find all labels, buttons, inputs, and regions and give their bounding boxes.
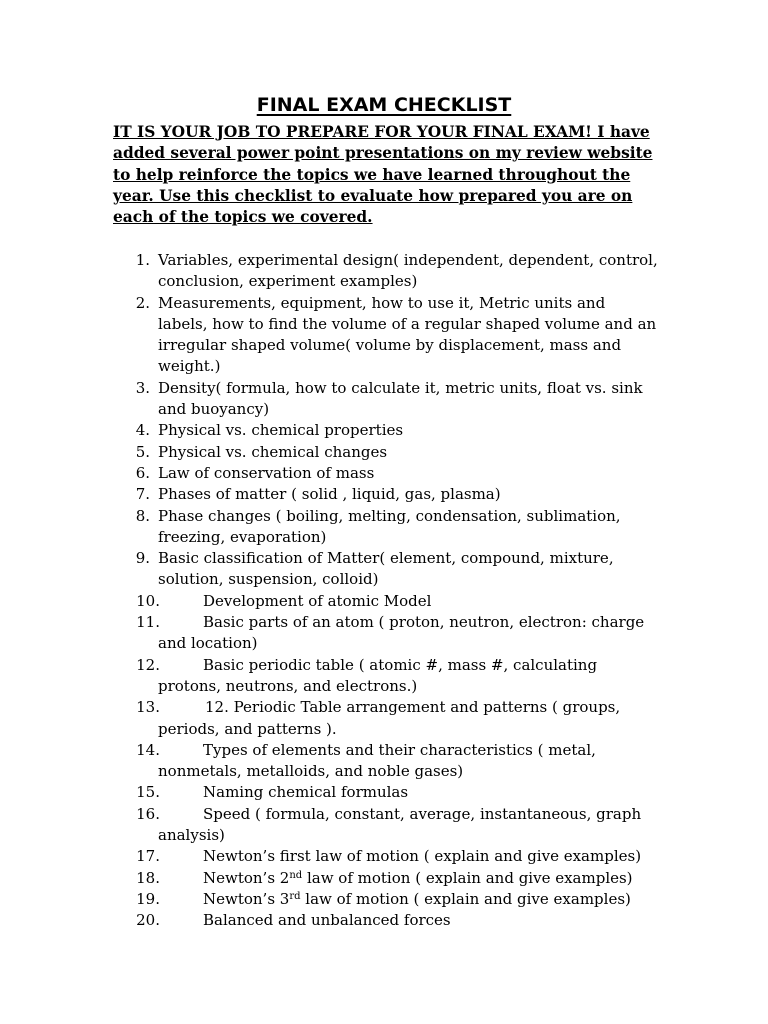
item-text: 12. Periodic Table arrangement and patterns ( groups, periods, and patterns ).	[158, 698, 621, 738]
item-number: 18.	[136, 868, 160, 887]
item-text: Speed ( formula, constant, average, instantaneous, graph analysis)	[158, 804, 642, 845]
item-number: 1.	[135, 251, 150, 269]
item-number: 3.	[135, 378, 150, 397]
checklist-item	[0, 697, 658, 740]
item-number: 13.	[136, 698, 160, 717]
item-text: Newton’s first law of motion ( explain and give examples)	[203, 847, 642, 866]
item-number: 8.	[135, 506, 150, 525]
item-number: 12.	[136, 655, 160, 674]
checklist-item	[0, 655, 658, 698]
item-text: Balanced and unbalanced forces	[203, 911, 451, 930]
checklist-item	[0, 804, 658, 847]
checklist-item	[0, 548, 658, 591]
item-text: Physical vs. chemical changes	[158, 442, 388, 461]
checklist-item	[0, 293, 658, 378]
checklist-item	[0, 442, 658, 463]
item-number: 10.	[136, 591, 160, 610]
item-text: Types of elements and their characteristics ( metal, nonmetals, metalloids, and noble gases)	[158, 740, 596, 781]
item-number: 20.	[136, 911, 160, 930]
item-number: 14.	[136, 740, 160, 759]
item-number: 19.	[136, 889, 160, 908]
item-text: Phase changes ( boiling, melting, condensation, sublimation, freezing, evaporation)	[158, 506, 621, 546]
item-text: Newton’s 2nd law of motion ( explain and give examples)	[203, 868, 633, 887]
checklist-item	[0, 612, 658, 655]
item-text: Density( formula, how to calculate it, metric units, float vs. sink and buoyancy)	[158, 378, 643, 419]
item-number: 2.	[135, 293, 150, 312]
item-number: 7.	[135, 485, 150, 504]
item-text: Phases of matter ( solid , liquid, gas, plasma)	[158, 485, 501, 504]
item-number: 4.	[135, 421, 150, 440]
item-text: Basic classification of Matter( element, compound, mixture, solution, suspension, colloid)	[158, 549, 614, 589]
item-text: Basic parts of an atom ( proton, neutron, electron: charge and location)	[158, 613, 645, 653]
item-text: Law of conservation of mass	[158, 463, 375, 482]
checklist-item	[0, 250, 658, 293]
item-text: Variables, experimental design( independent, dependent, control, conclusion, experiment examples)	[158, 251, 658, 291]
item-text: Development of atomic Model	[203, 591, 432, 610]
item-number: 6.	[135, 463, 150, 482]
checklist-item	[0, 378, 658, 421]
item-text: Naming chemical formulas	[203, 783, 409, 802]
checklist-item	[0, 591, 658, 612]
item-number: 5.	[135, 442, 150, 461]
item-number: 11.	[136, 613, 160, 632]
item-number: 16.	[136, 804, 160, 823]
checklist-item	[0, 740, 658, 783]
checklist-item	[0, 846, 658, 867]
ordinal-suffix: nd	[289, 869, 303, 881]
item-text: Measurements, equipment, how to use it, Metric units and labels, how to find the volume of a regular shaped volume and an irregular shaped volume( volume by displacement, mass and weight.)	[158, 293, 657, 376]
item-text: Physical vs. chemical properties	[158, 421, 404, 440]
checklist-item	[0, 463, 658, 484]
item-number: 17.	[136, 847, 160, 866]
checklist	[0, 250, 768, 932]
checklist-item	[0, 420, 658, 441]
ordinal-suffix: rd	[289, 890, 301, 902]
checklist-item	[0, 910, 658, 931]
checklist-item	[0, 868, 658, 889]
item-number: 9.	[135, 549, 150, 568]
item-text: Newton’s 3rd law of motion ( explain and give examples)	[203, 889, 631, 908]
item-number: 15.	[136, 783, 160, 802]
checklist-item	[0, 782, 658, 803]
checklist-item	[0, 506, 658, 549]
checklist-item	[0, 484, 658, 505]
item-text: Basic periodic table ( atomic #, mass #, calculating protons, neutrons, and electrons.)	[158, 655, 598, 695]
checklist-item	[0, 889, 658, 910]
page-title: FINAL EXAM CHECKLIST	[256, 94, 512, 116]
intro-paragraph: IT IS YOUR JOB TO PREPARE FOR YOUR FINAL EXAM! I have added several power point presentations on my review website to help reinforce the topics we have learned throughout the year. Use this checklist to evaluate how prepared you are on each of the topics we covered.	[113, 123, 653, 227]
